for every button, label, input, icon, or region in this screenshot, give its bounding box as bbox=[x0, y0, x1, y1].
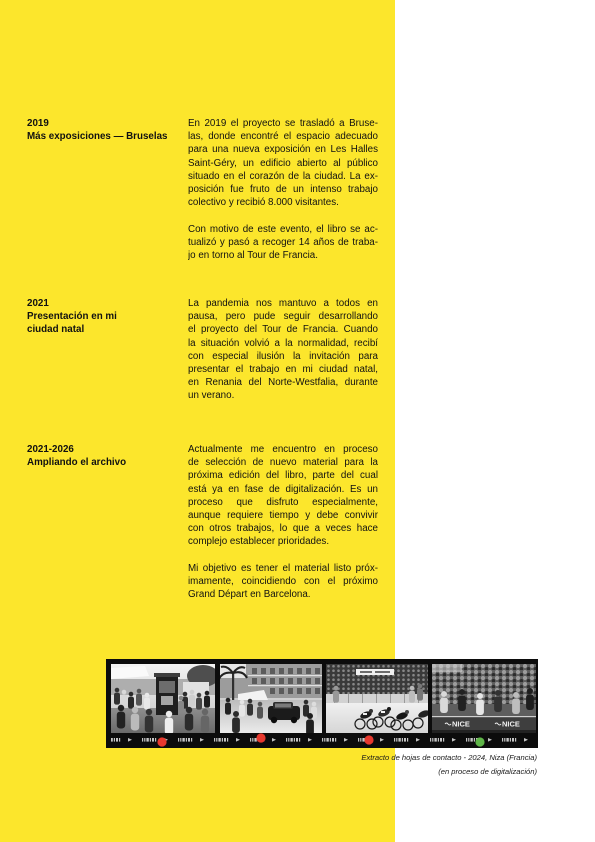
paragraph-line: pausa, pero pude seguir desarrollando bbox=[188, 311, 378, 323]
caption-line: (en proceso de digitalización) bbox=[438, 766, 537, 776]
caption-line: Extracto de hojas de contacto - 2024, Niza (Francia) bbox=[361, 753, 537, 762]
contact-sheet-caption bbox=[277, 751, 537, 778]
barrier-text: NICE bbox=[502, 719, 520, 729]
section-year: 2019 bbox=[27, 118, 49, 129]
paragraph-line: está ya en fase de digitalización. Es un bbox=[188, 483, 378, 495]
barrier-text: NICE bbox=[452, 719, 470, 729]
paragraph-line: imamente, coincidiendo con el próximo bbox=[188, 575, 378, 587]
paragraph-line: presentar el trabajo en mi ciudad natal, bbox=[188, 363, 378, 375]
section-heading bbox=[27, 117, 182, 143]
paragraph-line: Saint-Géry, un edificio abierto al público bbox=[188, 157, 378, 169]
section-heading bbox=[27, 297, 182, 337]
contact-frame-3 bbox=[326, 664, 431, 733]
section-title: Ampliando el archivo bbox=[27, 457, 127, 469]
section-title: Presentación en mi bbox=[27, 311, 117, 323]
paragraph-line: la situación volvió a la normalidad, recibí bbox=[188, 337, 378, 349]
paragraph-line: las, donde encontré el espacio adecuado bbox=[188, 131, 378, 143]
green-marker-dot bbox=[475, 737, 484, 746]
paragraph bbox=[188, 223, 378, 263]
paragraph-line: jo en torno al Tour de Francia. bbox=[188, 249, 318, 261]
contact-sheet-film-strip bbox=[106, 659, 538, 748]
section-text bbox=[188, 443, 378, 601]
paragraph-line: complejo establecer prioridades. bbox=[188, 536, 330, 548]
red-marker-dot bbox=[364, 735, 373, 744]
paragraph-line: tualizó y pasó a recoger 14 años de traba- bbox=[188, 236, 378, 248]
paragraph bbox=[188, 562, 378, 602]
red-marker-dot bbox=[256, 733, 265, 742]
section-title: Más exposiciones — Bruselas bbox=[27, 131, 168, 143]
paragraph-line: La pandemia nos mantuvo a todos en bbox=[188, 298, 378, 309]
paragraph-line: con especial ilusión la invitación para bbox=[188, 350, 378, 362]
paragraph-line: para una nueva exposición en Les Halles bbox=[188, 144, 378, 156]
contact-frame-4 bbox=[432, 664, 536, 733]
section-text bbox=[188, 297, 378, 403]
paragraph-line: el proyecto del Tour de Francia. Cuando bbox=[188, 324, 378, 336]
paragraph-line: Con motivo de este evento, el libro se ac- bbox=[188, 223, 378, 235]
contact-frame-2 bbox=[219, 664, 322, 735]
paragraph-line: de selección de nuevo material para la bbox=[188, 457, 378, 469]
barrier-with-nice-logo bbox=[432, 716, 536, 730]
section-title: ciudad natal bbox=[27, 324, 85, 336]
paragraph-line: proceso que disfruto especialmente, bbox=[188, 496, 378, 508]
section-text bbox=[188, 117, 378, 262]
paragraph-line: colectivo y recibió 8.000 visitantes. bbox=[188, 197, 339, 209]
paragraph bbox=[188, 443, 378, 549]
paragraph-line: un verano. bbox=[188, 390, 235, 402]
paragraph bbox=[188, 297, 378, 403]
paragraph-line: Actualmente me encuentro en proceso bbox=[188, 444, 378, 455]
section-year: 2021 bbox=[27, 298, 49, 309]
section-heading bbox=[27, 443, 182, 469]
paragraph-line: Mi objetivo es tener el material listo próx- bbox=[188, 562, 378, 574]
section-year: 2021-2026 bbox=[27, 444, 74, 455]
paragraph-line: próxima edición del libro, parte del cual bbox=[188, 470, 378, 482]
paragraph-line: posición fue fruto de un intenso trabajo bbox=[188, 183, 378, 195]
paragraph bbox=[188, 117, 378, 209]
red-marker-dot bbox=[157, 737, 166, 746]
paragraph-line: con otros trabajos, lo que a veces hace bbox=[188, 523, 378, 535]
kiosk bbox=[154, 673, 180, 715]
paragraph-line: situado en el corazón de la ciudad. La ex- bbox=[188, 170, 378, 182]
banner bbox=[356, 669, 394, 675]
paragraph-line: en Renania del Norte-Westfalia, durante bbox=[188, 377, 378, 389]
film-strip-image bbox=[106, 659, 538, 748]
paragraph-line: aunque requiere tiempo y debe convivir bbox=[188, 509, 378, 521]
film-edge-markings bbox=[111, 738, 533, 744]
paragraph-line: Grand Départ en Barcelona. bbox=[188, 589, 311, 601]
contact-frame-1 bbox=[111, 664, 219, 734]
paragraph-line: En 2019 el proyecto se trasladó a Bruse- bbox=[188, 118, 378, 129]
